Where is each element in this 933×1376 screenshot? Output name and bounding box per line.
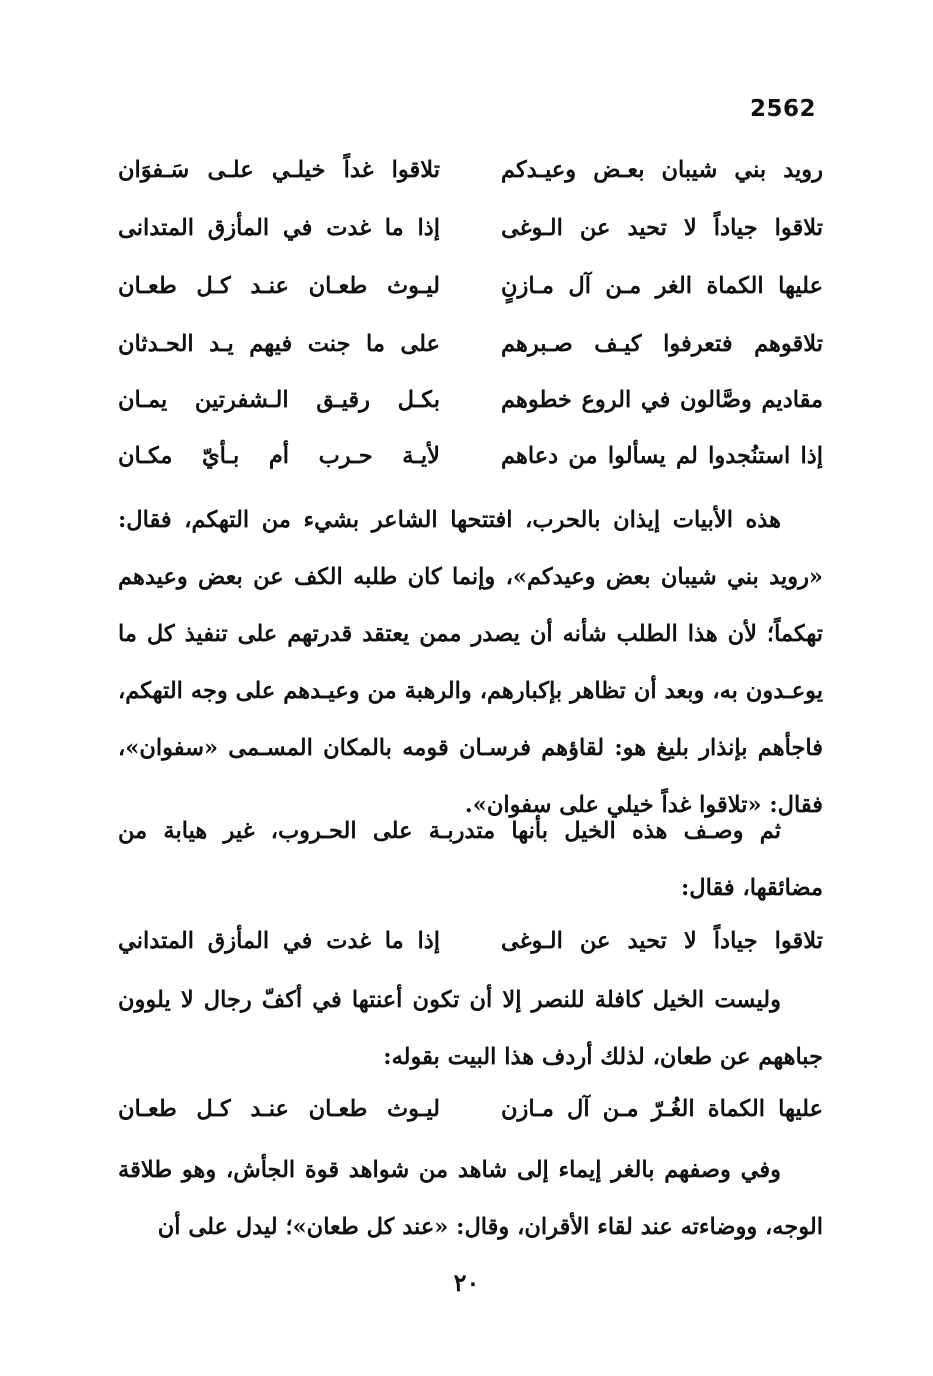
page-id: 2562	[750, 96, 817, 122]
poem-couplet	[118, 331, 823, 381]
poem-hemistich-left: إذا ما غدت في المأزق المتداني	[118, 928, 440, 954]
poem-hemistich-left: لأيـة حـرب أم بـأيّ مكـان	[118, 443, 440, 469]
poem-hemistich-right: رويد بني شيبان بعـض وعيـدكم	[501, 157, 823, 183]
poem-hemistich-left: على ما جنت فيهم يـد الحـدثان	[118, 331, 440, 357]
body-paragraph: هذه الأبيات إيذان بالحرب، افتتحها الشاعر بشيء من التهكم، فقال: «رويد بني شيبان بعض وعيدكم»، وإنما كان طلبه الكف عن بعض وعيدهم تهكماً؛ لأن هذا الطلب شأنه أن يصدر ممن يعتقد قدرتهم على تنفيذ كل ما يوعـدون به، وبعد أن تظاهر بإكبارهم، والرهبة من وعيـدهم على وجه التهكم، فاجأهم بإنذار بليغ هو: لقاؤهم فرسـان قومه بالمكان المسـمى «سفوان»، فقال: «تلاقوا غداً خيلي على سفوان».	[118, 507, 823, 818]
poem-hemistich-right: مقاديم وصَّالون في الروع خطوهم	[501, 387, 823, 413]
poem-hemistich-left: تلاقوا غداً خيلـي علـى سَـفوَان	[118, 157, 440, 183]
poem-hemistich-right: عليها الكماة الغر مـن آل مـازنٍ	[501, 273, 823, 299]
poem-hemistich-right: إذا استنُجدوا لم يسألوا من دعاهم	[501, 443, 823, 469]
body-paragraph: وفي وصفهم بالغر إيماء إلى شاهد من شواهد قوة الجأش، وهو طلاقة الوجه، ووضاءته عند لقاء الأقران، وقال: «عند كل طعان»؛ ليدل على أن	[118, 1157, 823, 1240]
poem-hemistich-right: تلاقوهم فتعرفوا كيـف صـبرهم	[501, 331, 823, 357]
body-paragraph: وليست الخيل كافلة للنصر إلا أن تكون أعنتها في أكفّ رجال لا يلوون جباههم عن طعان، لذلك أردف هذا البيت بقوله:	[118, 987, 823, 1070]
poem-hemistich-right: تلاقوا جياداً لا تحيد عن الـوغى	[501, 928, 823, 954]
poem-hemistich-left: إذا ما غدت في المأزق المتدانى	[118, 215, 440, 241]
poem-hemistich-left: بكـل رقيـق الـشفرتين يمـان	[118, 387, 440, 413]
page-number: ٢٠	[453, 1268, 480, 1297]
quoted-couplet	[118, 1096, 823, 1146]
body-paragraph: ثم وصـف هذه الخيل بأنها متدربـة على الحـروب، غير هيابة من مضائقها، فقال:	[118, 818, 823, 901]
poem-hemistich-right: تلاقوا جياداً لا تحيد عن الـوغى	[501, 215, 823, 241]
quoted-couplet	[118, 928, 823, 978]
poem-hemistich-right: عليها الكماة الغُـرّ مـن آل مـازن	[501, 1096, 823, 1122]
poem-couplet	[118, 387, 823, 437]
poem-hemistich-left: ليـوث طعـان عنـد كـل طعـان	[118, 273, 440, 299]
poem-couplet	[118, 157, 823, 207]
poem-hemistich-left: ليـوث طعـان عنـد كـل طعـان	[118, 1096, 440, 1122]
poem-couplet	[118, 215, 823, 265]
poem-couplet	[118, 443, 823, 493]
poem-couplet	[118, 273, 823, 323]
